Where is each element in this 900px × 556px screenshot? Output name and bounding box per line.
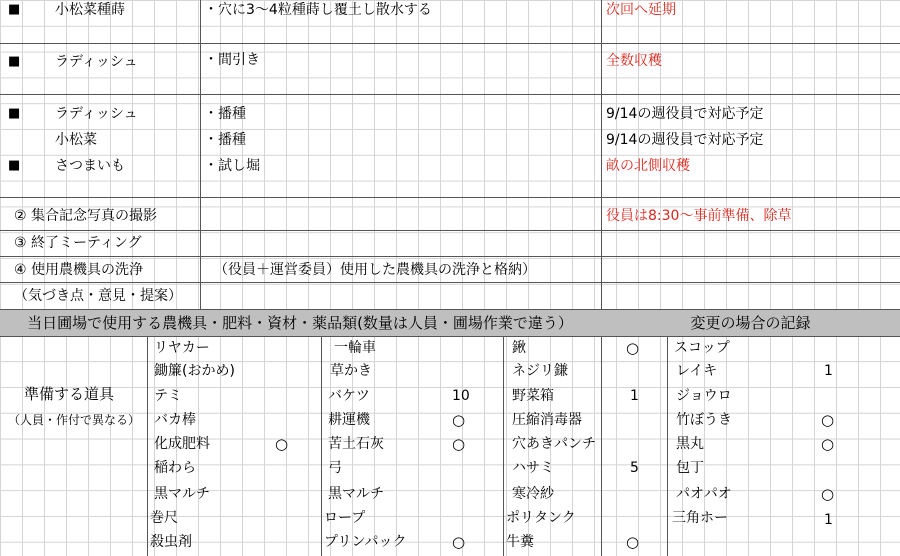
tool-mark: ○	[275, 435, 289, 453]
tool-mark: ○	[821, 435, 835, 453]
tool-mark: ○	[821, 411, 835, 429]
tool-name: 苦土石灰	[328, 436, 384, 452]
tool-name: 寒冷紗	[512, 486, 554, 502]
tool-name: 穴あきパンチ	[512, 436, 596, 452]
tool-name: 草かき	[330, 363, 372, 379]
tool-name: 弓	[328, 460, 342, 476]
tool-name: 野菜箱	[512, 388, 554, 404]
tool-name: 黒マルチ	[328, 486, 384, 502]
tool-name: 鋤簾(おかめ)	[154, 363, 235, 379]
tool-name: 竹ぼうき	[676, 412, 732, 428]
tool-name: ハサミ	[512, 460, 554, 476]
tool-name: パオパオ	[676, 486, 732, 502]
tool-name: ネジリ鎌	[512, 363, 568, 379]
tool-mark: ○	[626, 533, 640, 551]
tool-name: 鍬	[512, 340, 526, 356]
row-note: 全数収穫	[606, 53, 662, 69]
row-bullet: ■	[8, 2, 21, 17]
tool-name: プリンパック	[324, 534, 407, 550]
tool-name: 黒丸	[676, 436, 704, 452]
item-wash-task: （役員＋運営委員）使用した農機具の洗浄と格納）	[214, 262, 536, 278]
row-line	[0, 94, 900, 95]
row-bullet: ■	[8, 106, 21, 121]
tools-header-title: 当日圃場で使用する農機具・肥料・資材・薬品類(数量は人員・圃場作業で違う）	[27, 314, 573, 332]
row-line	[0, 230, 900, 231]
row-bullet: ■	[8, 158, 21, 173]
item-feedback: （気づき点・意見・提案）	[14, 288, 182, 304]
tool-mark: ○	[452, 435, 466, 453]
row-bullet: ■	[8, 54, 21, 69]
item-photo-note: 役員は8:30～事前準備、除草	[606, 208, 792, 224]
tool-name: ポリタンク	[506, 510, 576, 526]
tool-mark: ○	[821, 485, 835, 503]
row-note: 9/14の週役員で対応予定	[606, 132, 764, 148]
row-line	[0, 282, 900, 283]
tool-name: スコップ	[674, 340, 730, 356]
tool-name: 黒マルチ	[154, 486, 210, 502]
tools-sublabel: （人員・作付で異なる）	[8, 413, 141, 427]
col-divider-tools-4	[667, 335, 668, 556]
tool-mark: ○	[452, 411, 466, 429]
tool-name: レイキ	[676, 363, 718, 379]
row-name: 小松菜種蒔	[55, 2, 125, 18]
row-name: さつまいも	[55, 158, 125, 174]
row-task: ・穴に3～4粒種蒔し覆土し散水する	[204, 2, 432, 18]
col-divider-tools-label	[147, 335, 148, 556]
row-task: ・間引き	[204, 52, 260, 68]
tool-name: 殺虫剤	[150, 534, 192, 550]
row-name: ラディッシュ	[55, 106, 138, 122]
tool-name: ロープ	[324, 510, 366, 526]
row-line	[0, 197, 900, 198]
tool-name: 一輪車	[334, 340, 376, 356]
row-name: 小松菜	[55, 132, 97, 148]
tool-mark: 5	[630, 460, 639, 476]
tool-name: 三角ホー	[672, 510, 728, 526]
col-divider-tools-2	[321, 335, 322, 556]
row-line	[0, 43, 900, 44]
tool-name: 化成肥料	[154, 436, 210, 452]
tool-mark: ○	[626, 339, 640, 357]
tool-mark: 1	[630, 388, 639, 404]
col-divider-tools-3	[503, 335, 504, 556]
row-task: ・播種	[204, 106, 246, 122]
tool-name: 巻尺	[150, 510, 178, 526]
tool-name: バケツ	[328, 388, 370, 404]
row-task: ・播種	[204, 132, 246, 148]
tool-mark: 1	[824, 512, 833, 528]
tool-name: ジョウロ	[676, 388, 732, 404]
item-photo: ② 集合記念写真の撮影	[14, 208, 158, 224]
item-wash: ④ 使用農機具の洗浄	[14, 262, 144, 278]
row-note: 畝の北側収穫	[606, 158, 690, 174]
tool-mark: ○	[452, 533, 466, 551]
row-name: ラディッシュ	[55, 54, 138, 70]
row-note: 9/14の週役員で対応予定	[606, 106, 764, 122]
tool-name: 圧縮消毒器	[512, 412, 582, 428]
tool-name: 稲わら	[154, 460, 196, 476]
tool-mark: 10	[452, 388, 470, 404]
change-record-header: 変更の場合の記録	[690, 314, 811, 332]
tool-name: 包丁	[676, 460, 704, 476]
tools-header-band	[0, 309, 900, 337]
tool-name: 牛糞	[506, 534, 534, 550]
item-meeting: ③ 終了ミーティング	[14, 235, 142, 251]
tool-name: テミ	[154, 388, 182, 404]
tools-label: 準備する道具	[24, 385, 115, 403]
tool-name: 耕運機	[328, 412, 370, 428]
col-divider-name	[200, 0, 201, 309]
tool-name: バカ棒	[154, 412, 196, 428]
tool-mark: 1	[824, 363, 833, 379]
tool-name: リヤカー	[154, 340, 210, 356]
row-line	[0, 256, 900, 257]
row-note: 次回へ延期	[606, 2, 676, 18]
col-divider-note	[601, 0, 602, 556]
row-task: ・試し堀	[204, 158, 260, 174]
